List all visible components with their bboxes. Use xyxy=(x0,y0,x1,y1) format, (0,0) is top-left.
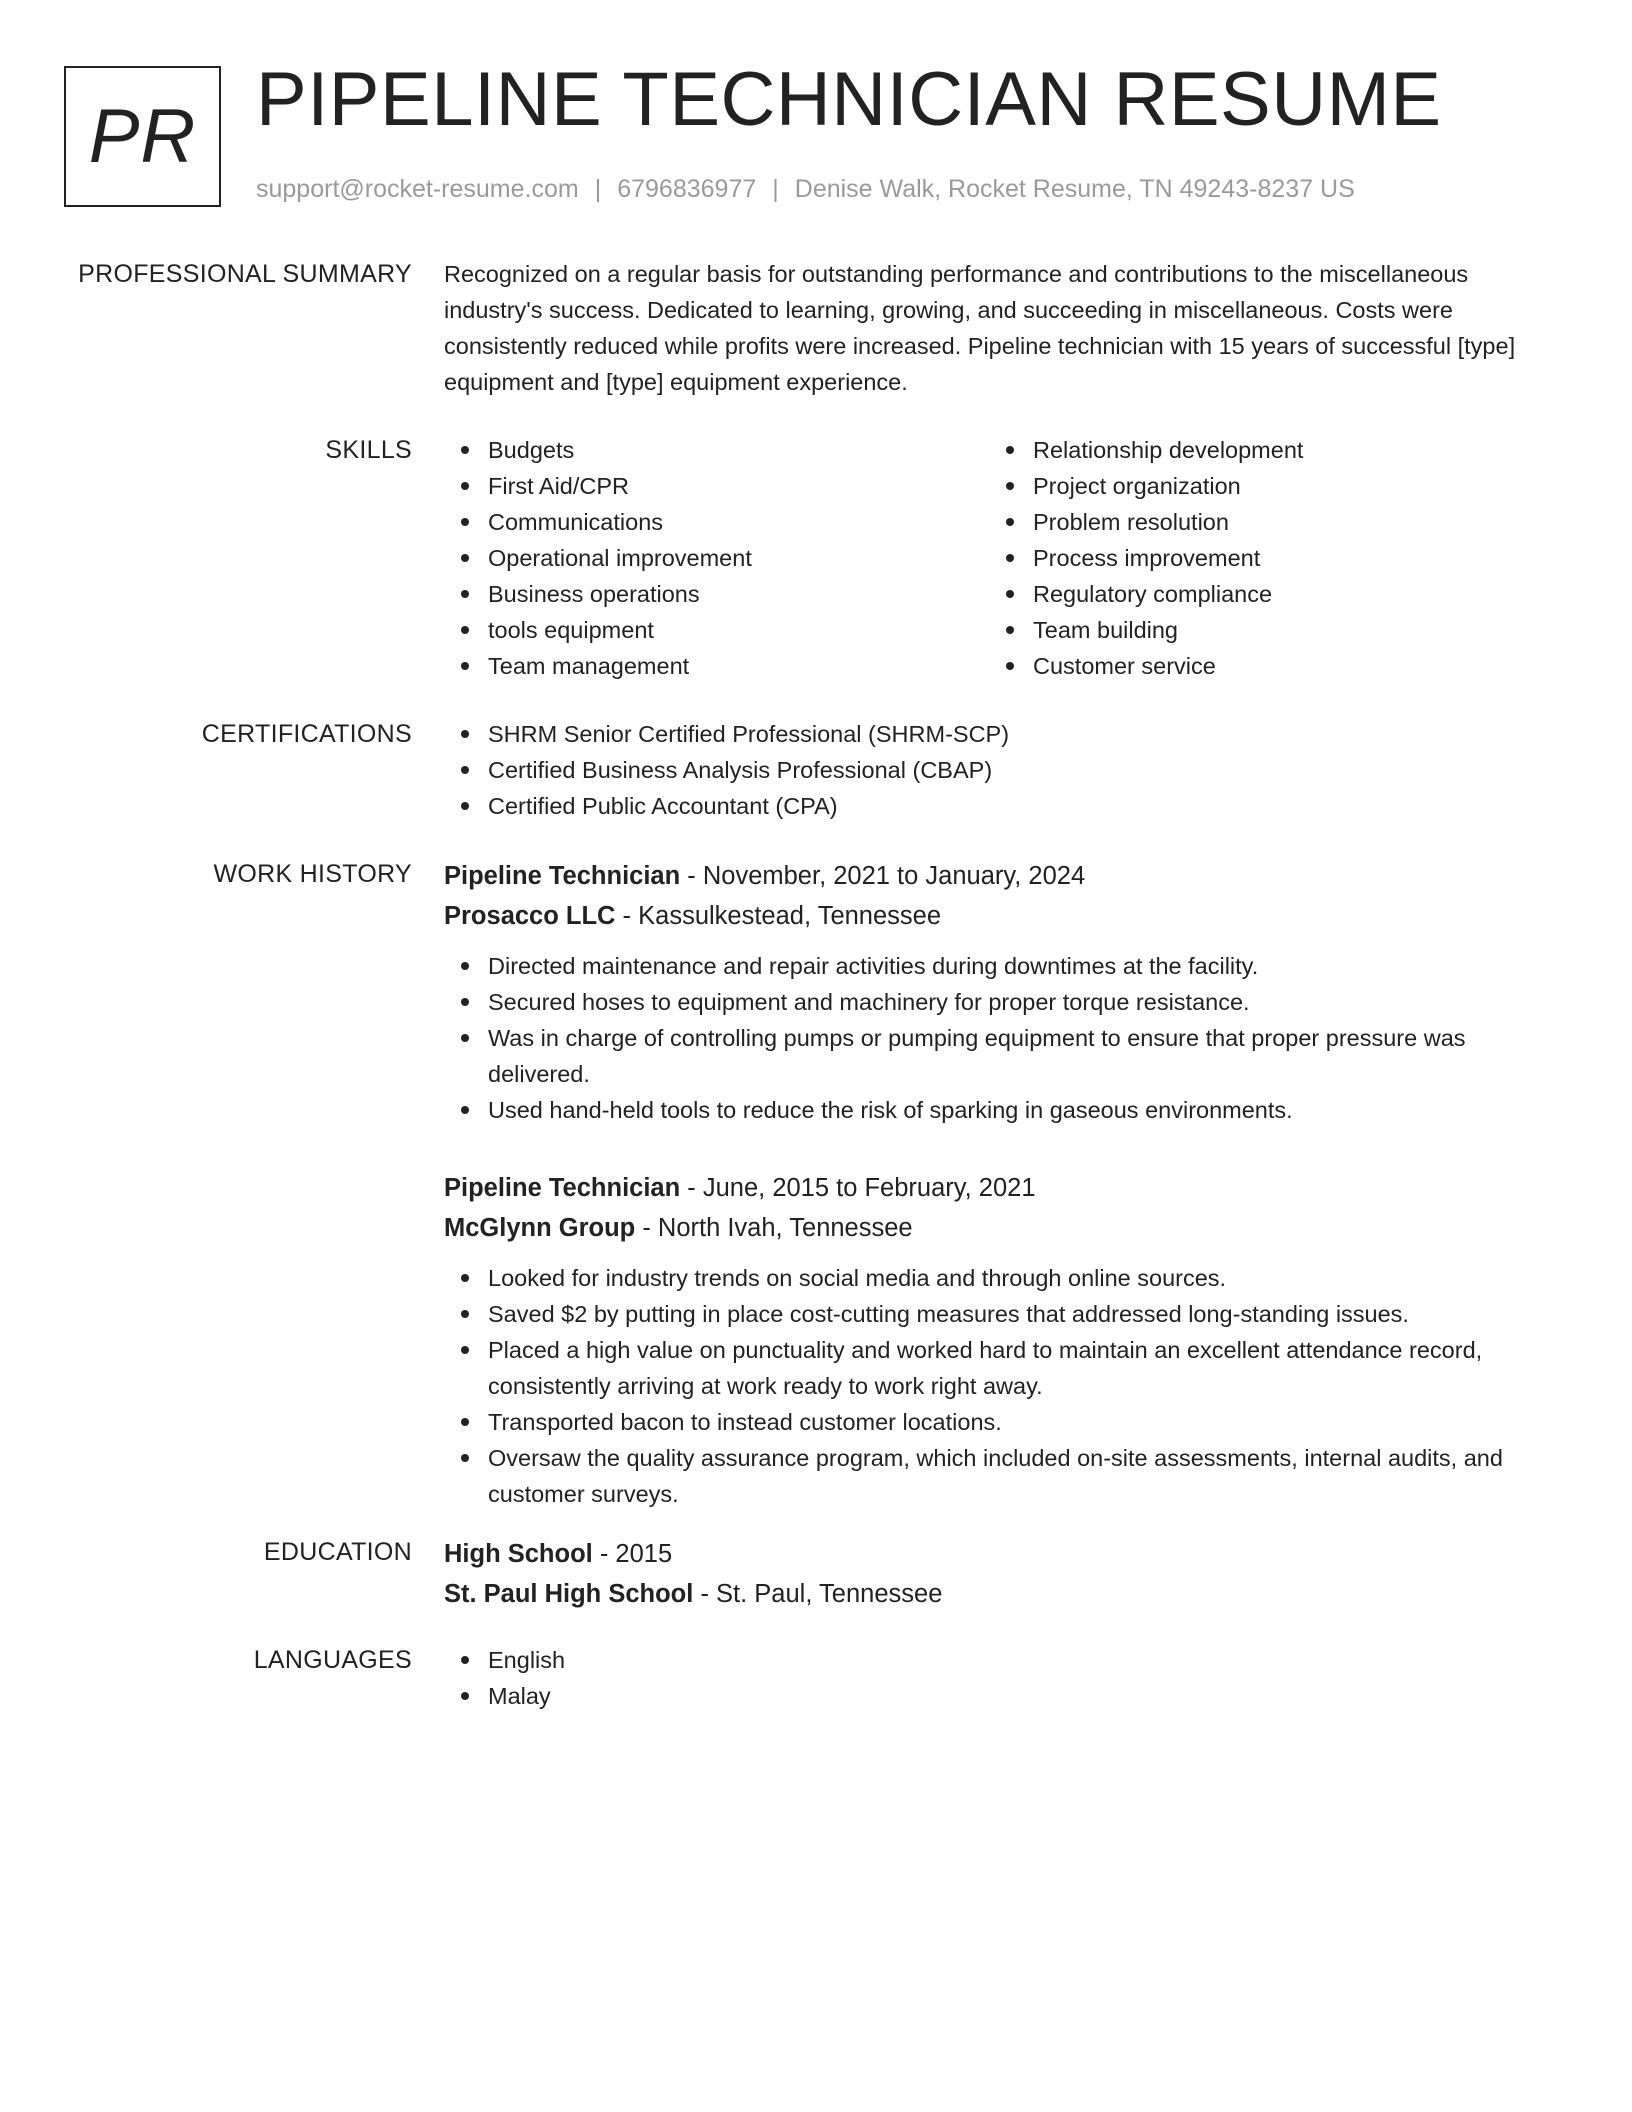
job-dates: - June, 2015 to February, 2021 xyxy=(680,1174,1036,1202)
degree-name: High School xyxy=(444,1540,593,1568)
employer-location: - North Ivah, Tennessee xyxy=(635,1214,913,1242)
skill-item: tools equipment xyxy=(444,612,989,648)
skill-item: Operational improvement xyxy=(444,540,989,576)
certification-item: SHRM Senior Certified Professional (SHRM-SCP) xyxy=(444,716,1564,752)
school-name: St. Paul High School xyxy=(444,1580,694,1608)
employer-name: McGlynn Group xyxy=(444,1214,636,1242)
job-bullet: Used hand-held tools to reduce the risk of sparking in gaseous environments. xyxy=(444,1092,1564,1128)
skill-item: Customer service xyxy=(989,648,1534,684)
job-bullet: Transported bacon to instead customer locations. xyxy=(444,1404,1564,1440)
skill-item: Team management xyxy=(444,648,989,684)
skills-body xyxy=(444,432,1564,684)
summary-text: Recognized on a regular basis for outstanding performance and contributions to the miscellaneous industry's success. Dedicated to learning, growing, and succeeding in miscellaneous. Costs were consistently reduced while profits were increased. Pipeline technician with 15 years of successful [type] equipment and [type] equipment experience. xyxy=(444,261,1516,395)
job-title: Pipeline Technician xyxy=(444,862,681,890)
certification-item: Certified Business Analysis Professional (CBAP) xyxy=(444,752,1564,788)
skill-item: Regulatory compliance xyxy=(989,576,1534,612)
skills-column-left xyxy=(444,432,989,684)
language-item: Malay xyxy=(444,1678,1564,1714)
employer-location: - Kassulkestead, Tennessee xyxy=(615,902,942,930)
certifications-heading: CERTIFICATIONS xyxy=(201,720,412,748)
job-bullet: Looked for industry trends on social media and through online sources. xyxy=(444,1260,1564,1296)
page-title: PIPELINE TECHNICIAN RESUME xyxy=(256,57,1442,142)
certification-item: Certified Public Accountant (CPA) xyxy=(444,788,1564,824)
job-bullet: Saved $2 by putting in place cost-cutting measures that addressed long-standing issues. xyxy=(444,1296,1564,1332)
monogram-logo: PR xyxy=(64,66,221,207)
skill-item: Budgets xyxy=(444,432,989,468)
work-history-body xyxy=(444,856,1564,1512)
skill-item: Communications xyxy=(444,504,989,540)
skill-item: Relationship development xyxy=(989,432,1534,468)
skills-column-right xyxy=(989,432,1534,684)
skill-item: Problem resolution xyxy=(989,504,1534,540)
skill-item: Team building xyxy=(989,612,1534,648)
school-location: - St. Paul, Tennessee xyxy=(693,1580,943,1608)
employer-name: Prosacco LLC xyxy=(444,902,616,930)
job-bullet: Directed maintenance and repair activities during downtimes at the facility. xyxy=(444,948,1564,984)
job-dates: - November, 2021 to January, 2024 xyxy=(680,862,1086,890)
contact-address: Denise Walk, Rocket Resume, TN 49243-8237 US xyxy=(794,175,1355,203)
skills-heading: SKILLS xyxy=(325,436,412,464)
job-title: Pipeline Technician xyxy=(444,1174,681,1202)
education-body xyxy=(444,1534,1564,1614)
language-item: English xyxy=(444,1642,1564,1678)
job-bullet: Placed a high value on punctuality and worked hard to maintain an excellent attendance record, consistently arriving at work ready to work right away. xyxy=(444,1332,1564,1404)
education-heading: EDUCATION xyxy=(263,1538,412,1566)
job-entry xyxy=(444,856,1564,1128)
summary-heading: PROFESSIONAL SUMMARY xyxy=(78,260,412,288)
job-title-line xyxy=(444,1168,1564,1208)
employer-line xyxy=(444,1208,1564,1248)
contact-line xyxy=(256,172,1355,206)
skill-item: Process improvement xyxy=(989,540,1534,576)
job-bullet: Oversaw the quality assurance program, which included on-site assessments, internal audits, and customer surveys. xyxy=(444,1440,1564,1512)
degree-year: - 2015 xyxy=(592,1540,673,1568)
work-history-heading: WORK HISTORY xyxy=(213,860,412,888)
certifications-body xyxy=(444,716,1564,824)
languages-body xyxy=(444,1642,1564,1714)
school-line xyxy=(444,1574,1564,1614)
contact-separator: | xyxy=(772,175,779,203)
skill-item: First Aid/CPR xyxy=(444,468,989,504)
contact-phone: 6796836977 xyxy=(617,175,757,203)
skill-item: Business operations xyxy=(444,576,989,612)
contact-separator: | xyxy=(594,175,602,203)
languages-heading: LANGUAGES xyxy=(253,1646,412,1674)
degree-line xyxy=(444,1534,1564,1574)
summary-body xyxy=(444,256,1564,400)
skill-item: Project organization xyxy=(989,468,1534,504)
job-bullet: Was in charge of controlling pumps or pumping equipment to ensure that proper pressure was delivered. xyxy=(444,1020,1564,1092)
job-title-line xyxy=(444,856,1564,896)
contact-email: support@rocket-resume.com xyxy=(256,175,579,203)
job-entry xyxy=(444,1168,1564,1512)
employer-line xyxy=(444,896,1564,936)
job-bullet: Secured hoses to equipment and machinery for proper torque resistance. xyxy=(444,984,1564,1020)
